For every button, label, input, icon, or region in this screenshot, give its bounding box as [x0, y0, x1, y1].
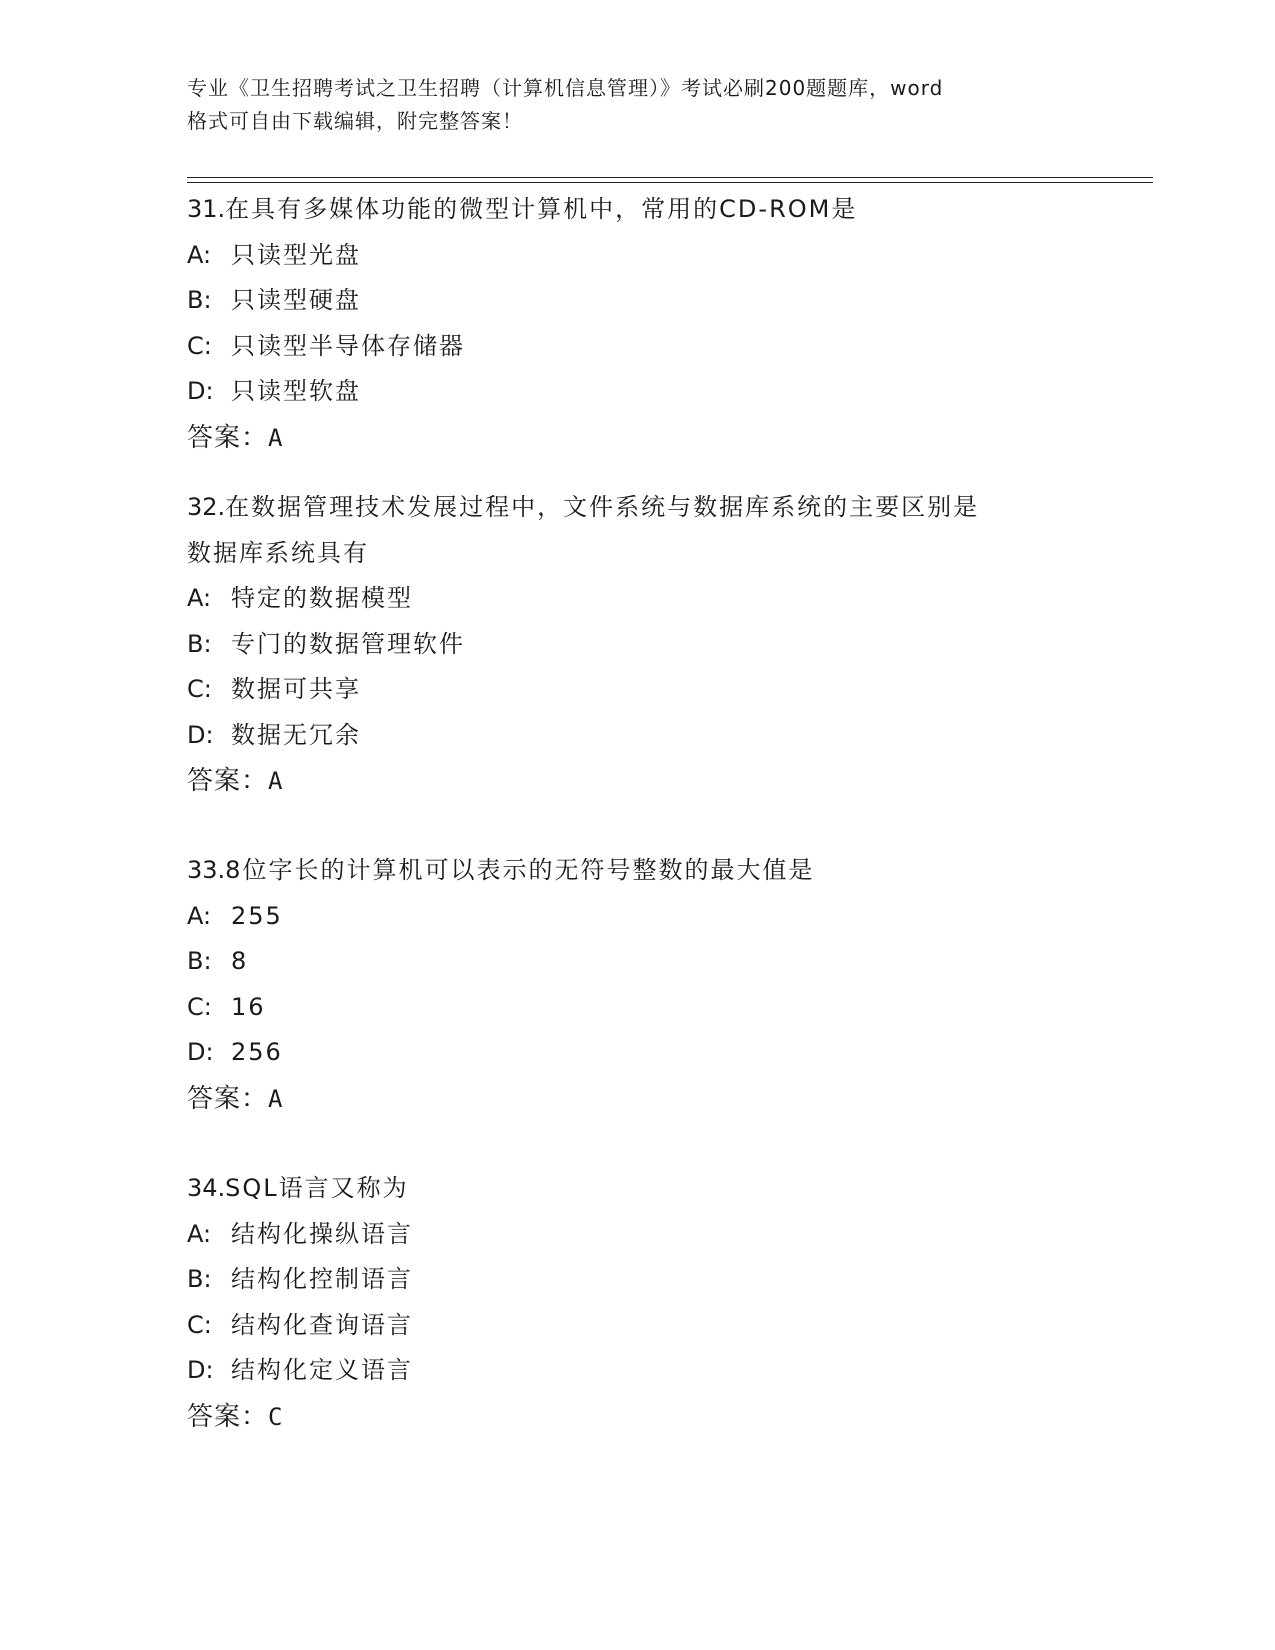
option-b — [187, 278, 1087, 324]
option-text: 只读型半导体存储器 — [231, 331, 465, 360]
header-line-1: 专业《卫生招聘考试之卫生招聘（计算机信息管理）》考试必刷200题题库，word — [187, 76, 944, 100]
option-text: 256 — [231, 1038, 283, 1066]
question-stem-continued: 数据库系统具有 — [187, 538, 369, 567]
option-c — [187, 667, 1087, 713]
option-text: 255 — [231, 901, 283, 930]
option-letter: B: — [187, 286, 212, 314]
question-number: 34. — [187, 1174, 226, 1202]
answer-value: C — [268, 1402, 284, 1431]
option-c — [187, 1303, 1087, 1349]
option-letter: B: — [187, 947, 212, 975]
question-34 — [187, 1166, 1087, 1440]
option-b — [187, 622, 1087, 668]
option-letter: D: — [187, 1038, 214, 1066]
question-32 — [187, 485, 1087, 804]
question-stem — [187, 485, 1087, 531]
option-a — [187, 233, 1087, 279]
option-text: 只读型软盘 — [231, 377, 361, 405]
question-stem — [187, 187, 1087, 233]
option-b — [187, 1257, 1087, 1303]
question-text: SQL语言又称为 — [225, 1174, 409, 1202]
header-line-2: 格式可自由下载编辑，附完整答案！ — [187, 109, 523, 133]
option-c — [187, 985, 1087, 1031]
option-d — [187, 369, 1087, 415]
answer-line — [187, 415, 1087, 461]
option-letter: D: — [187, 377, 214, 405]
option-c — [187, 324, 1087, 370]
question-number: 33. — [187, 856, 226, 884]
option-letter: D: — [187, 720, 214, 749]
question-text: 在具有多媒体功能的微型计算机中，常用的CD-ROM是 — [225, 195, 858, 223]
option-d — [187, 713, 1087, 759]
question-text: 在数据管理技术发展过程中，文件系统与数据库系统的主要区别是 — [225, 493, 980, 521]
option-letter: A: — [187, 1219, 212, 1248]
answer-label: 答案： — [187, 1083, 269, 1114]
option-d — [187, 1348, 1087, 1394]
option-letter: C: — [187, 992, 212, 1021]
option-text: 结构化定义语言 — [231, 1356, 413, 1384]
option-text: 只读型硬盘 — [231, 286, 361, 314]
option-text: 数据可共享 — [231, 675, 361, 703]
option-b — [187, 939, 1087, 985]
question-33 — [187, 848, 1087, 1122]
option-text: 数据无冗余 — [231, 720, 361, 749]
option-letter: C: — [187, 331, 212, 360]
option-a — [187, 576, 1087, 622]
option-letter: A: — [187, 584, 212, 612]
option-text: 结构化查询语言 — [231, 1310, 413, 1339]
question-text: 8位字长的计算机可以表示的无符号整数的最大值是 — [225, 856, 815, 884]
question-31 — [187, 187, 1087, 461]
option-text: 只读型光盘 — [231, 240, 361, 269]
option-text: 16 — [231, 992, 266, 1021]
answer-value: A — [268, 1084, 284, 1113]
question-stem — [187, 1166, 1087, 1212]
answer-label: 答案： — [187, 766, 269, 796]
question-stem — [187, 848, 1087, 894]
option-text: 特定的数据模型 — [231, 584, 413, 612]
option-letter: C: — [187, 1310, 212, 1339]
option-letter: B: — [187, 629, 212, 658]
document-header — [187, 72, 1087, 138]
option-text: 专门的数据管理软件 — [231, 629, 465, 658]
option-text: 8 — [231, 947, 249, 975]
answer-line — [187, 1076, 1087, 1122]
option-letter: A: — [187, 901, 212, 930]
answer-line — [187, 758, 1087, 804]
option-letter: D: — [187, 1356, 214, 1384]
header-divider-top — [187, 177, 1153, 178]
option-letter: A: — [187, 240, 212, 269]
question-number: 31. — [187, 195, 226, 223]
header-divider-bottom — [187, 182, 1153, 183]
option-letter: C: — [187, 675, 212, 703]
option-a — [187, 1212, 1087, 1258]
answer-label: 答案： — [187, 1401, 269, 1432]
answer-line — [187, 1394, 1087, 1440]
option-text: 结构化控制语言 — [231, 1265, 413, 1293]
question-number: 32. — [187, 493, 226, 521]
option-d — [187, 1030, 1087, 1076]
option-a — [187, 894, 1087, 940]
option-text: 结构化操纵语言 — [231, 1219, 413, 1248]
answer-value: A — [268, 767, 284, 795]
answer-label: 答案： — [187, 422, 269, 453]
answer-value: A — [268, 423, 284, 452]
option-letter: B: — [187, 1265, 212, 1293]
